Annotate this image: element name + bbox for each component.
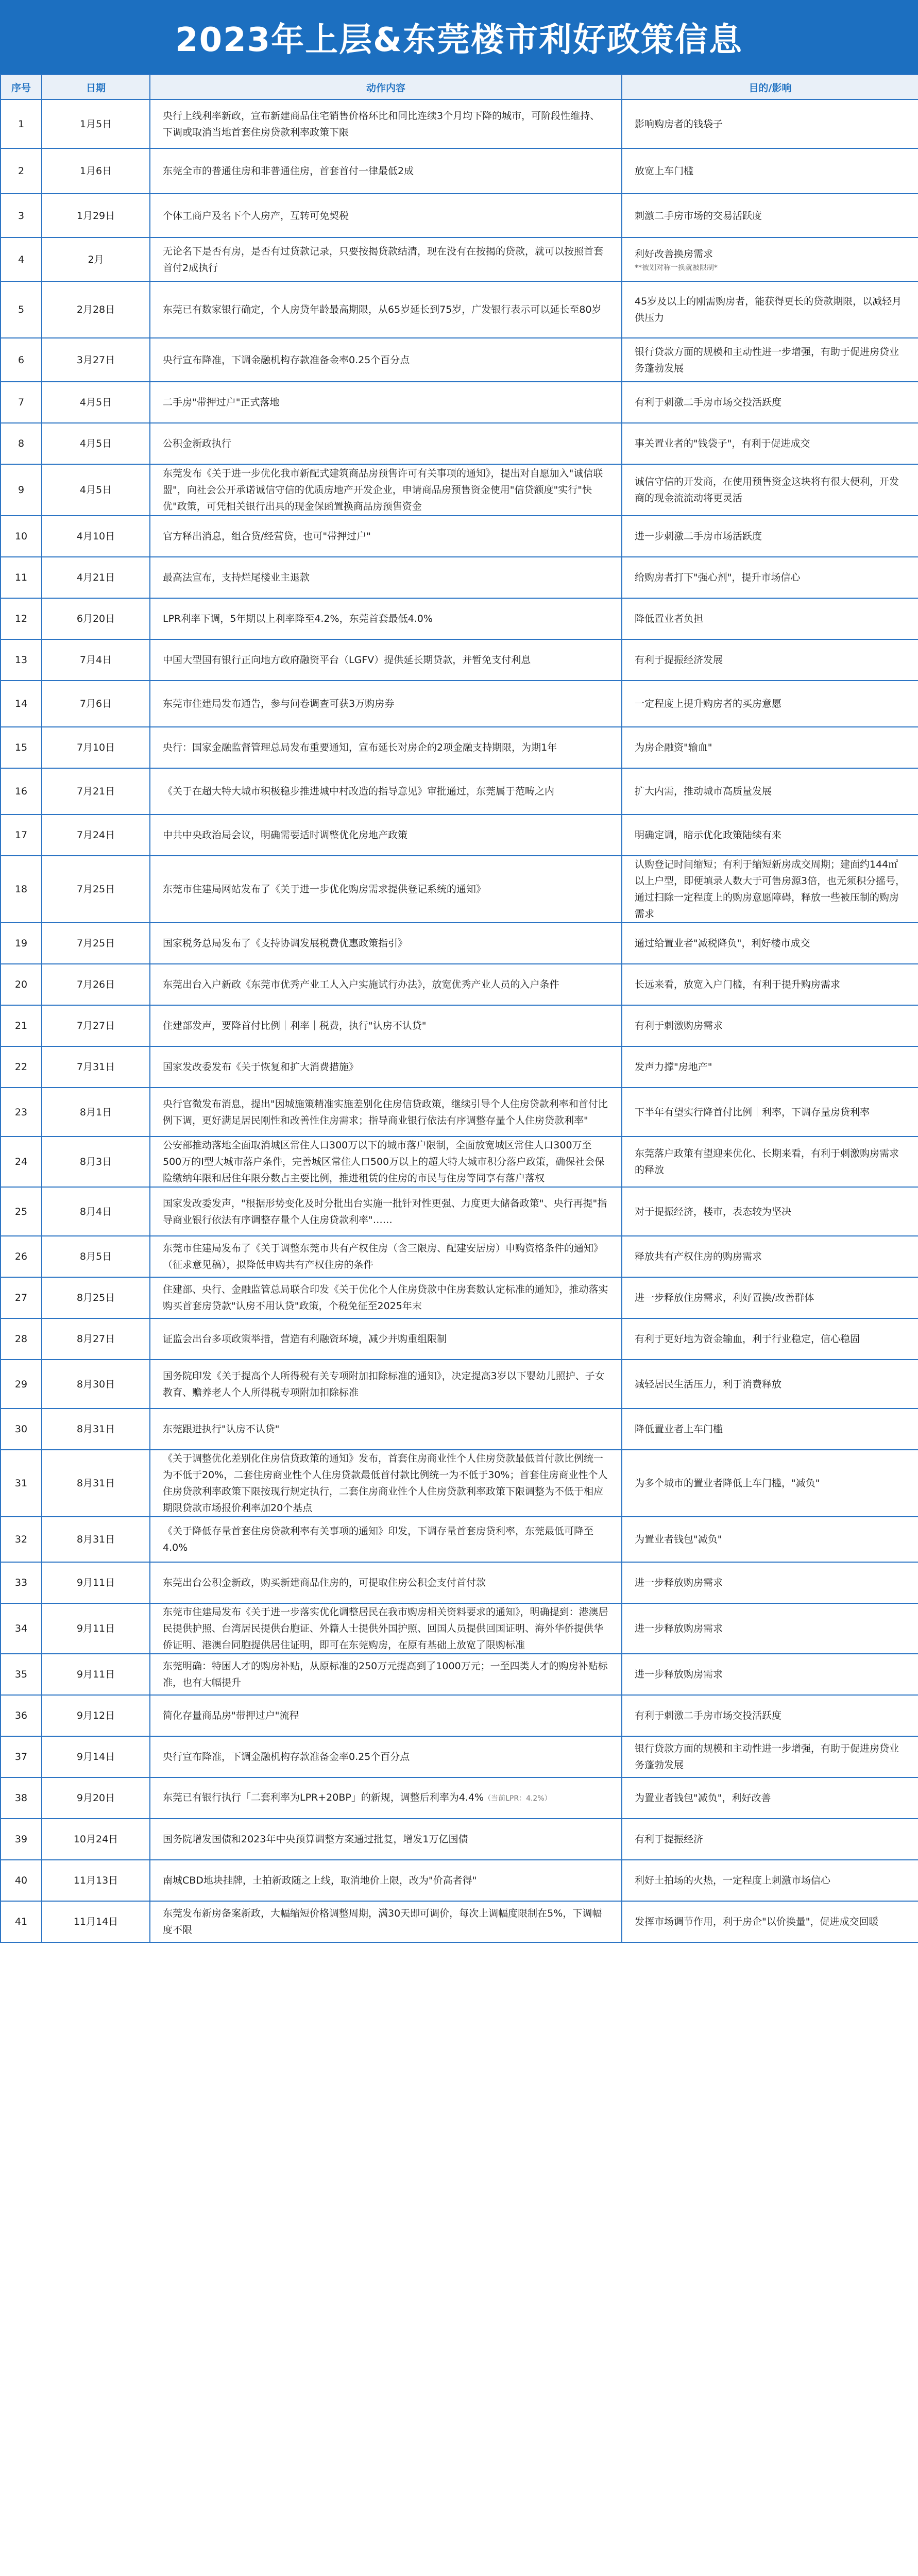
table-row [1,1654,918,1695]
row-content [150,1187,622,1236]
policy-table [0,74,918,1943]
row-content-text: 简化存量商品房"带押过户"流程 [163,1710,299,1721]
table-row [1,423,918,464]
row-number: 6 [1,338,42,382]
header-content: 动作内容 [150,75,622,99]
row-content-text: 东莞明确：特困人才的购房补贴，从原标准的250万元提高到了1000万元；一至四类人才的购房补贴标准，也有大幅提升 [163,1660,608,1688]
row-content-text: 东莞已有银行执行「二套利率为LPR+20BP」的新规，调整后利率为4.4% [163,1792,484,1803]
row-effect-note: **被划对称一换就被限制* [635,263,718,272]
table-row [1,1517,918,1562]
row-number: 40 [1,1860,42,1901]
row-effect [622,1777,918,1819]
row-content [150,1137,622,1187]
row-date: 2月28日 [42,281,150,338]
table-row [1,1695,918,1736]
row-effect-text: 长远来看，放宽入户门槛，有利于提升购房需求 [635,979,841,990]
row-effect-text: 明确定调，暗示优化政策陆续有来 [635,829,782,841]
row-effect [622,1236,918,1277]
row-date: 8月31日 [42,1517,150,1562]
row-date: 4月21日 [42,557,150,598]
row-content-text: 央行宣布降准，下调金融机构存款准备金率0.25个百分点 [163,1751,410,1762]
row-content [150,639,622,681]
row-content [150,99,622,148]
row-effect [622,194,918,238]
row-content-text: 国务院增发国债和2023年中央预算调整方案通过批复，增发1万亿国债 [163,1834,468,1845]
header-no: 序号 [1,75,42,99]
table-row [1,382,918,423]
row-effect [622,1046,918,1088]
row-effect-text: 影响购房者的钱袋子 [635,118,723,130]
row-number: 38 [1,1777,42,1819]
row-effect-text: 降低置业者负担 [635,613,704,624]
row-number: 26 [1,1236,42,1277]
row-effect-text: 释放共有产权住房的购房需求 [635,1251,762,1262]
row-effect [622,99,918,148]
table-row [1,1088,918,1137]
row-effect-text: 进一步释放购房需求 [635,1577,723,1588]
row-content [150,1450,622,1517]
row-content [150,1046,622,1088]
row-effect-text: 进一步释放购房需求 [635,1623,723,1634]
row-content [150,681,622,727]
table-row [1,1901,918,1942]
row-effect-text: 放宽上车门槛 [635,165,694,177]
row-effect [622,1562,918,1603]
row-effect [622,639,918,681]
header-effect: 目的/影响 [622,75,918,99]
table-row [1,1360,918,1409]
row-number: 24 [1,1137,42,1187]
row-number: 19 [1,923,42,964]
row-effect-text: 事关置业者的"钱袋子"，有利于促进成交 [635,438,810,449]
row-date: 7月10日 [42,727,150,768]
row-effect-text: 有利于刺激购房需求 [635,1020,723,1031]
row-content [150,1603,622,1654]
row-effect [622,1450,918,1517]
row-content-text: 《关于降低存量首套住房贷款利率有关事项的通知》印发，下调存量首套房贷利率，东莞最低可降至4.0% [163,1526,594,1553]
row-effect [622,1088,918,1137]
row-content [150,1695,622,1736]
row-effect-text: 为置业者钱包"减负" [635,1534,722,1545]
row-date: 7月21日 [42,768,150,815]
row-content-text: 中共中央政治局会议，明确需要适时调整优化房地产政策 [163,829,408,841]
row-effect [622,1901,918,1942]
row-number: 15 [1,727,42,768]
table-row [1,598,918,639]
row-date: 8月5日 [42,1236,150,1277]
row-content [150,382,622,423]
row-number: 36 [1,1695,42,1736]
row-date: 9月11日 [42,1603,150,1654]
row-content-text: 东莞发布新房备案新政，大幅缩短价格调整周期，满30天即可调价，每次上调幅度限制在5%，下调幅度不限 [163,1908,602,1936]
row-content [150,1517,622,1562]
row-content-text: 住建部、央行、金融监管总局联合印发《关于优化个人住房贷款中住房套数认定标准的通知》，推动落实购买首套房贷款"认房不用认贷"政策，个税免征至2025年末 [163,1284,608,1312]
table-row [1,1409,918,1450]
row-content [150,148,622,194]
row-date: 4月5日 [42,382,150,423]
row-effect-text: 东莞落户政策有望迎来优化、长期来看，有利于刺激购房需求的释放 [635,1148,899,1176]
row-effect-text: 诚信守信的开发商，在使用预售资金这块将有很大便利，开发商的现金流流动将更灵活 [635,476,899,504]
row-number: 13 [1,639,42,681]
row-date: 11月13日 [42,1860,150,1901]
row-content-text: 国家发改委发声，"根据形势变化及时分批出台实施一批针对性更强、力度更大储备政策"、央行再提"指导商业银行依法有序调整存量个人住房贷款利率"…… [163,1197,607,1226]
row-date: 3月27日 [42,338,150,382]
table-row [1,1777,918,1819]
table-header [1,75,918,99]
row-effect-text: 进一步释放住房需求，利好置换/改善群体 [635,1292,814,1303]
table-row [1,1318,918,1360]
row-number: 14 [1,681,42,727]
row-content [150,423,622,464]
row-content [150,1819,622,1860]
row-content-text: 公安部推动落地全面取消城区常住人口300万以下的城市落户限制，全面放宽城区常住人口300万至500万的I型大城市落户条件，完善城区常住人口500万以上的超大特大城市积分落户政策，确保社会保险缴纳年限和居住年限分数占主要比例，推进租赁的住房的市民与住房等同享有落户落权 [163,1140,605,1184]
table-body [1,99,918,1942]
header-date: 日期 [42,75,150,99]
row-content [150,815,622,856]
row-effect [622,964,918,1005]
row-content [150,1409,622,1450]
row-content-text: 央行上线利率新政，宣布新建商品住宅销售价格环比和同比连续3个月均下降的城市，可阶段性维持、下调或取消当地首套住房贷款利率政策下限 [163,110,600,138]
table-row [1,681,918,727]
row-effect [622,1360,918,1409]
row-effect [622,1137,918,1187]
row-content [150,557,622,598]
table-row [1,856,918,923]
row-number: 20 [1,964,42,1005]
row-content-text: 东莞出台入户新政《东莞市优秀产业工人入户实施试行办法》，放宽优秀产业人员的入户条件 [163,979,559,990]
row-content-text: 东莞发布《关于进一步优化我市新配式建筑商品房预售许可有关事项的通知》，提出对自愿加入"诚信联盟"，向社会公开承诺诚信守信的优质房地产开发企业，申请商品房预售资金使用"信贷额度"实行"快优"政策，可凭相关银行出具的现金保函置换商品房预售资金 [163,468,603,512]
row-content-text: 无论名下是否有房，是否有过贷款记录，只要按揭贷款结清，现在没有在按揭的贷款，就可以按照首套首付2成执行 [163,245,604,274]
table-row [1,148,918,194]
row-content-text: 东莞市住建局发布通告，参与问卷调查可获3万购房券 [163,698,395,709]
row-effect [622,1187,918,1236]
row-content-text: 个体工商户及名下个人房产，互转可免契税 [163,210,349,222]
table-row [1,281,918,338]
row-number: 41 [1,1901,42,1942]
row-date: 7月26日 [42,964,150,1005]
row-effect-text: 发声力撑"房地产" [635,1061,712,1073]
row-number: 1 [1,99,42,148]
row-effect [622,423,918,464]
row-effect-text: 有利于更好地为资金输血，利于行业稳定，信心稳固 [635,1333,860,1345]
row-content-text: 东莞跟进执行"认房不认贷" [163,1423,280,1435]
row-date: 7月31日 [42,1046,150,1088]
row-effect [622,1409,918,1450]
row-content [150,1277,622,1318]
row-effect [622,1736,918,1777]
row-number: 23 [1,1088,42,1137]
row-date: 9月11日 [42,1654,150,1695]
row-effect [622,727,918,768]
table-row [1,1450,918,1517]
table-row [1,99,918,148]
row-effect-text: 为房企融资"输血" [635,742,712,753]
row-content [150,1318,622,1360]
row-content-text: 国家发改委发布《关于恢复和扩大消费措施》 [163,1061,359,1073]
row-content-text: 央行官微发布消息，提出"因城施策精准实施差别化住房信贷政策，继续引导个人住房贷款利率和首付比例下调，更好满足居民刚性和改善性住房需求；指导商业银行依法有序调整存量个人住房贷款利率" [163,1098,608,1126]
row-date: 7月24日 [42,815,150,856]
row-content [150,338,622,382]
row-effect-text: 刺激二手房市场的交易活跃度 [635,210,762,222]
table-row [1,194,918,238]
row-content [150,1088,622,1137]
row-effect-text: 银行贷款方面的规模和主动性进一步增强，有助于促进房贷业务蓬勃发展 [635,1743,899,1771]
row-content-note: （当前LPR：4.2%） [484,1794,552,1803]
row-number: 4 [1,238,42,281]
row-number: 9 [1,464,42,516]
row-number: 5 [1,281,42,338]
row-content-text: 央行：国家金融监督管理总局发布重要通知，宣布延长对房企的2项金融支持期限，为期1年 [163,742,557,753]
row-content-text: 公积金新政执行 [163,438,232,449]
row-number: 17 [1,815,42,856]
row-effect-text: 一定程度上提升购房者的买房意愿 [635,698,782,709]
row-effect-text: 为多个城市的置业者降低上车门槛，"减负" [635,1478,820,1489]
row-number: 25 [1,1187,42,1236]
row-effect [622,382,918,423]
row-content [150,1860,622,1901]
row-effect [622,464,918,516]
row-content [150,194,622,238]
row-date: 1月29日 [42,194,150,238]
row-date: 7月25日 [42,856,150,923]
row-effect-text: 为置业者钱包"减负"，利好改善 [635,1792,771,1804]
row-effect [622,238,918,281]
table-row [1,516,918,557]
row-date: 4月5日 [42,423,150,464]
row-content-text: 东莞市住建局发布《关于进一步落实优化调整居民在我市购房相关资料要求的通知》，明确提到：港澳居民提供护照、台湾居民提供台胞证、外籍人士提供外国护照、回国人员提供回国证明、海外华侨提供华侨证明、港澳台同胞提供居住证明，即可在东莞购房，在原有基础上放宽了限购标准 [163,1606,608,1651]
row-number: 2 [1,148,42,194]
row-effect [622,1603,918,1654]
table-row [1,557,918,598]
row-effect-text: 有利于刺激二手房市场交投活跃度 [635,397,782,408]
row-content-text: 中国大型国有银行正向地方政府融资平台（LGFV）提供延长期贷款，并暂免支付利息 [163,654,531,666]
row-effect [622,557,918,598]
row-number: 22 [1,1046,42,1088]
row-date: 11月14日 [42,1901,150,1942]
row-content-text: 东莞出台公积金新政，购买新建商品住房的，可提取住房公积金支付首付款 [163,1577,486,1588]
row-effect-text: 对于提振经济，楼市，表态较为坚决 [635,1206,792,1217]
row-content-text: 南城CBD地块挂牌，土拍新政随之上线，取消地价上限，改为"价高者得" [163,1875,477,1886]
row-effect [622,923,918,964]
header-row [1,75,918,99]
row-content [150,923,622,964]
row-number: 7 [1,382,42,423]
row-content-text: 东莞已有数家银行确定，个人房贷年龄最高期限，从65岁延长到75岁，广发银行表示可以延长至80岁 [163,304,602,315]
row-effect [622,281,918,338]
row-effect-text: 有利于提振经济 [635,1834,704,1845]
row-date: 8月27日 [42,1318,150,1360]
row-date: 1月5日 [42,99,150,148]
row-date: 7月6日 [42,681,150,727]
row-effect [622,1695,918,1736]
row-number: 37 [1,1736,42,1777]
row-number: 3 [1,194,42,238]
row-content-text: 《关于调整优化差别化住房信贷政策的通知》发布，首套住房商业性个人住房贷款最低首付款比例统一为不低于20%，二套住房商业性个人住房贷款最低首付款比例统一为不低于30%；首套住房商业性个人住房贷款利率政策下限按现行规定执行，二套住房商业性个人住房贷款利率政策下限调整为不低于相应期限贷款市场报价利率加20个基点 [163,1453,608,1514]
row-content [150,598,622,639]
row-effect-text: 下半年有望实行降首付比例｜利率，下调存量房贷利率 [635,1106,870,1118]
row-number: 34 [1,1603,42,1654]
row-date: 7月27日 [42,1005,150,1046]
row-effect [622,1277,918,1318]
row-content [150,1360,622,1409]
row-effect-text: 给购房者打下"强心剂"，提升市场信心 [635,572,801,583]
row-number: 30 [1,1409,42,1450]
row-effect [622,598,918,639]
row-date: 8月31日 [42,1409,150,1450]
table-row [1,1819,918,1860]
row-content [150,1236,622,1277]
table-row [1,1736,918,1777]
row-number: 39 [1,1819,42,1860]
row-effect-text: 银行贷款方面的规模和主动性进一步增强，有助于促进房贷业务蓬勃发展 [635,346,899,374]
row-effect [622,148,918,194]
table-row [1,238,918,281]
table-row [1,727,918,768]
row-date: 9月12日 [42,1695,150,1736]
table-row [1,815,918,856]
table-row [1,338,918,382]
row-number: 33 [1,1562,42,1603]
row-effect [622,1819,918,1860]
row-content [150,516,622,557]
row-date: 8月30日 [42,1360,150,1409]
row-number: 18 [1,856,42,923]
row-content [150,238,622,281]
row-effect-text: 减轻居民生活压力，利于消费释放 [635,1378,782,1390]
row-date: 4月5日 [42,464,150,516]
row-effect [622,768,918,815]
row-number: 8 [1,423,42,464]
row-effect [622,516,918,557]
row-date: 6月20日 [42,598,150,639]
row-date: 1月6日 [42,148,150,194]
row-date: 8月1日 [42,1088,150,1137]
row-number: 35 [1,1654,42,1695]
row-date: 10月24日 [42,1819,150,1860]
row-content-text: 二手房"带押过户"正式落地 [163,397,280,408]
table-row [1,1562,918,1603]
row-number: 12 [1,598,42,639]
table-row [1,1277,918,1318]
row-content [150,1562,622,1603]
table-row [1,1236,918,1277]
row-content [150,281,622,338]
row-effect-text: 扩大内需，推动城市高质量发展 [635,786,772,797]
row-content [150,727,622,768]
page-title: 2023年上层&东莞楼市利好政策信息 [0,0,918,74]
row-date: 8月3日 [42,1137,150,1187]
row-effect-text: 利好改善换房需求 [635,248,713,260]
row-number: 11 [1,557,42,598]
row-number: 28 [1,1318,42,1360]
row-effect [622,1860,918,1901]
row-content [150,1777,622,1819]
table-row [1,768,918,815]
row-date: 7月25日 [42,923,150,964]
table-row [1,964,918,1005]
row-number: 21 [1,1005,42,1046]
row-content-text: 东莞市住建局发布了《关于调整东莞市共有产权住房（含三限房、配建安居房）申购资格条件的通知》（征求意见稿），拟降低申购共有产权住房的条件 [163,1243,604,1270]
table-row [1,1046,918,1088]
row-effect-text: 进一步刺激二手房市场活跃度 [635,531,762,542]
row-content [150,964,622,1005]
row-number: 27 [1,1277,42,1318]
table-row [1,1137,918,1187]
row-content [150,1005,622,1046]
row-content-text: 住建部发声，要降首付比例｜利率｜税费，执行"认房不认贷" [163,1020,427,1031]
row-date: 9月20日 [42,1777,150,1819]
row-number: 31 [1,1450,42,1517]
row-effect-text: 有利于刺激二手房市场交投活跃度 [635,1710,782,1721]
table-row [1,1603,918,1654]
row-effect [622,1005,918,1046]
row-effect-text: 利好土拍场的火热，一定程度上刺激市场信心 [635,1875,831,1886]
row-content [150,856,622,923]
row-number: 29 [1,1360,42,1409]
table-row [1,1860,918,1901]
row-date: 4月10日 [42,516,150,557]
row-content-text: 东莞全市的普通住房和非普通住房，首套首付一律最低2成 [163,165,414,177]
row-content-text: 证监会出台多项政策举措，营造有利融资环境，减少并购重组限制 [163,1333,447,1345]
row-content [150,768,622,815]
row-number: 32 [1,1517,42,1562]
row-effect-text: 认购登记时间缩短；有利于缩短新房成交周期；建面约144㎡以上户型，即便填录人数大于可售房源3倍，也无须积分摇号，通过扫除一定程度上的购房意愿障碍，释放一些被压制的购房需求 [635,859,906,920]
row-content-text: 国家税务总局发布了《支持协调发展税费优惠政策指引》 [163,938,408,949]
row-effect-text: 45岁及以上的刚需购房者，能获得更长的贷款期限，以减轻月供压力 [635,296,902,324]
row-effect [622,815,918,856]
row-effect-text: 通过给置业者"减税降负"，利好楼市成交 [635,938,810,949]
row-content-text: 官方释出消息，组合贷/经营贷，也可"带押过户" [163,531,371,542]
row-content [150,464,622,516]
row-content-text: 国务院印发《关于提高个人所得税有关专项附加扣除标准的通知》，决定提高3岁以下婴幼儿照护、子女教育、赡养老人个人所得税专项附加扣除标准 [163,1370,605,1398]
row-effect-text: 发挥市场调节作用，利于房企"以价换量"，促进成交回暖 [635,1916,879,1927]
row-date: 9月11日 [42,1562,150,1603]
row-effect [622,681,918,727]
row-date: 8月4日 [42,1187,150,1236]
row-date: 8月31日 [42,1450,150,1517]
row-effect [622,1654,918,1695]
row-effect [622,1318,918,1360]
row-date: 9月14日 [42,1736,150,1777]
row-effect [622,1517,918,1562]
table-row [1,923,918,964]
row-content-text: 央行宣布降准，下调金融机构存款准备金率0.25个百分点 [163,354,410,366]
table-row [1,464,918,516]
row-number: 16 [1,768,42,815]
table-row [1,1187,918,1236]
row-effect-text: 进一步释放购房需求 [635,1669,723,1680]
row-effect-text: 降低置业者上车门槛 [635,1423,723,1435]
row-date: 2月 [42,238,150,281]
row-effect-text: 有利于提振经济发展 [635,654,723,666]
row-effect [622,338,918,382]
row-effect [622,856,918,923]
row-content-text: 《关于在超大特大城市积极稳步推进城中村改造的指导意见》审批通过，东莞属于范畴之内 [163,786,555,797]
table-row [1,1005,918,1046]
row-date: 8月25日 [42,1277,150,1318]
row-content [150,1901,622,1942]
table-row [1,639,918,681]
row-date: 7月4日 [42,639,150,681]
row-content-text: 东莞市住建局网站发布了《关于进一步优化购房需求提供登记系统的通知》 [163,884,486,895]
row-number: 10 [1,516,42,557]
row-content-text: LPR利率下调，5年期以上利率降至4.2%，东莞首套最低4.0% [163,613,433,624]
row-content [150,1654,622,1695]
row-content [150,1736,622,1777]
row-content-text: 最高法宣布，支持烂尾楼业主退款 [163,572,310,583]
